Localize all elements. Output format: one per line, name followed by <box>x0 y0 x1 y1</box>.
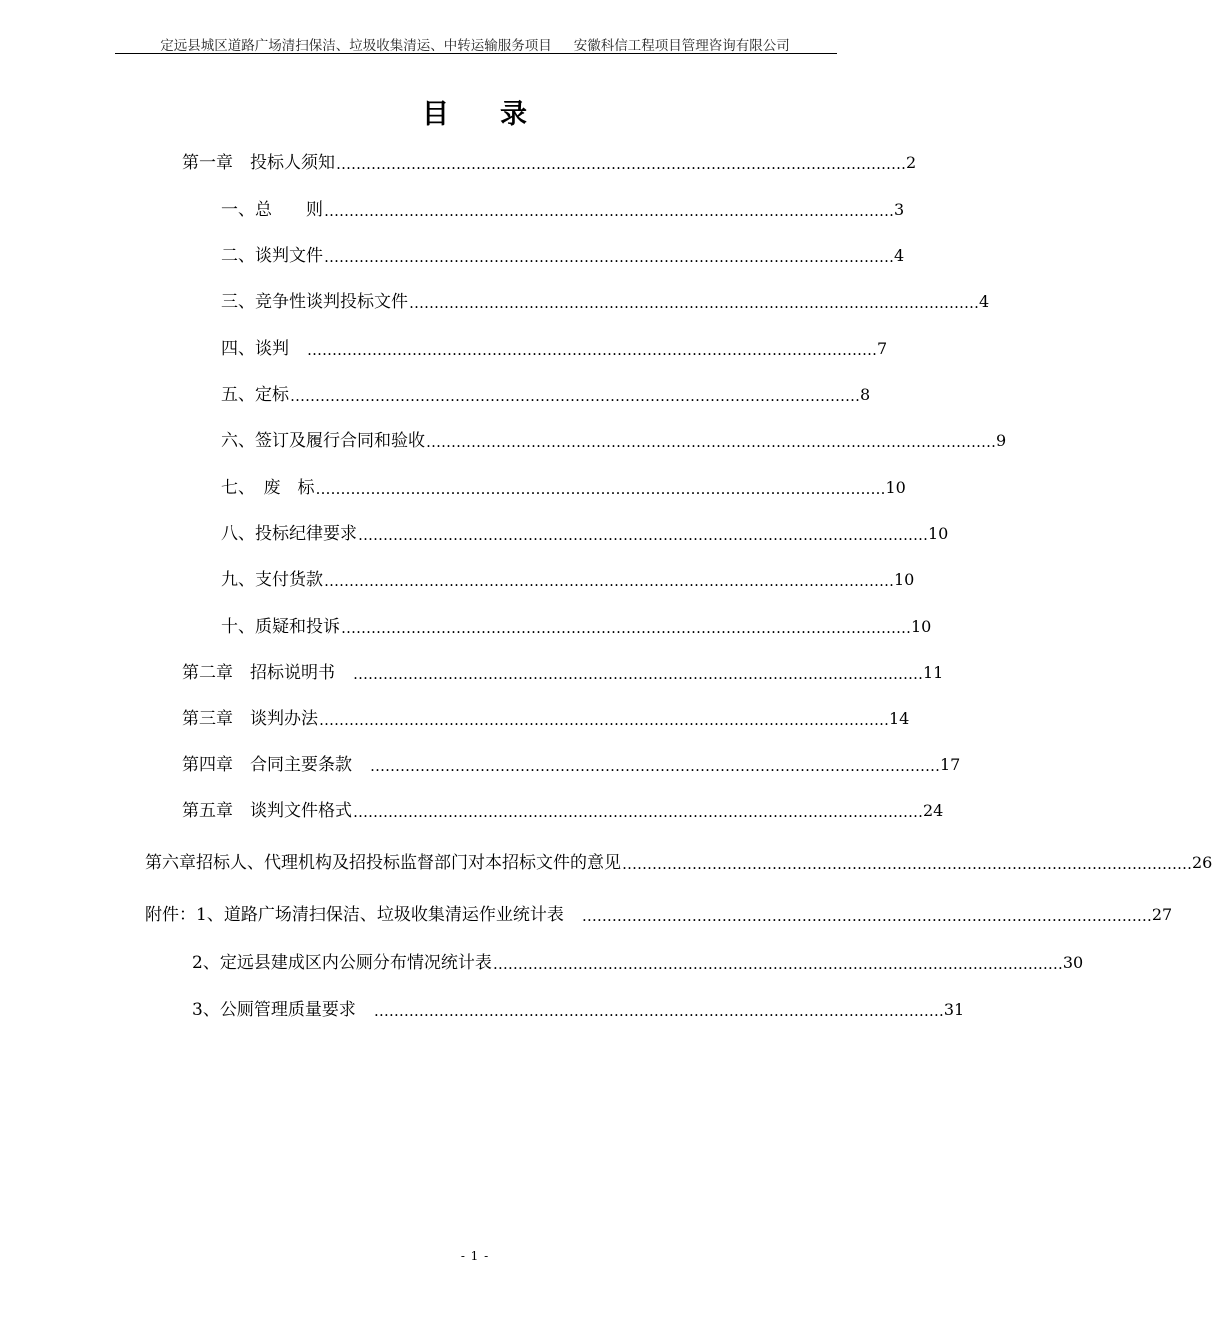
toc-leader-dots: …………………………………………………………………………………………………… <box>324 248 894 266</box>
toc-entry-label: 第一章 投标人须知 <box>182 153 335 173</box>
toc-entry-section-8[interactable] <box>221 523 949 545</box>
toc-entry-label: 第四章 合同主要条款 <box>182 755 369 775</box>
toc-leader-dots: …………………………………………………………………………………………………… <box>353 665 923 683</box>
toc-entry-chapter-6[interactable] <box>145 852 1212 874</box>
toc-entry-section-3[interactable] <box>221 291 990 313</box>
toc-entry-page: 10 <box>928 524 949 543</box>
toc-entry-label: 附件：1、道路广场清扫保洁、垃圾收集清运作业统计表 <box>145 905 581 925</box>
toc-entry-page: 17 <box>940 755 961 774</box>
toc-leader-dots: …………………………………………………………………………………………………… <box>324 202 894 220</box>
toc-entry-label: 一、总 则 <box>221 200 323 220</box>
toc-entry-label: 十、质疑和投诉 <box>221 617 340 637</box>
toc-entry-chapter-1[interactable] <box>182 152 917 174</box>
toc-entry-section-10[interactable] <box>221 616 932 638</box>
toc-leader-dots: …………………………………………………………………………………………………… <box>373 1002 944 1020</box>
toc-leader-dots: …………………………………………………………………………………………………… <box>353 803 923 821</box>
header-divider <box>115 53 837 54</box>
toc-entry-label: 2、定远县建成区内公厕分布情况统计表 <box>192 953 492 973</box>
toc-entry-page: 10 <box>894 570 915 589</box>
toc-entry-section-7[interactable] <box>221 477 906 499</box>
toc-leader-dots: …………………………………………………………………………………………………… <box>370 757 940 775</box>
page-number-footer: - 1 - <box>460 1249 490 1263</box>
toc-entry-label: 3、公厕管理质量要求 <box>192 1000 373 1020</box>
header-project-name: 定远县城区道路广场清扫保洁、垃圾收集清运、中转运输服务项目 <box>160 38 552 54</box>
toc-leader-dots: …………………………………………………………………………………………………… <box>409 294 979 312</box>
toc-entry-label: 三、竞争性谈判投标文件 <box>221 292 408 312</box>
toc-entry-appendix-3[interactable] <box>192 999 965 1021</box>
toc-entry-page: 30 <box>1062 953 1084 972</box>
toc-entry-section-5[interactable] <box>221 384 871 406</box>
toc-leader-dots: …………………………………………………………………………………………………… <box>581 907 1152 925</box>
toc-entry-page: 8 <box>860 385 871 404</box>
toc-entry-page: 3 <box>894 200 905 219</box>
toc-entry-section-9[interactable] <box>221 569 915 591</box>
toc-entry-chapter-4[interactable] <box>182 754 961 776</box>
toc-entry-chapter-3[interactable] <box>182 708 910 730</box>
toc-entry-appendix-2[interactable] <box>192 952 1084 974</box>
toc-entry-page: 11 <box>923 663 944 682</box>
toc-leader-dots: …………………………………………………………………………………………………… <box>426 433 996 451</box>
toc-entry-label: 第六章招标人、代理机构及招投标监督部门对本招标文件的意见 <box>145 853 621 873</box>
toc-entry-label: 六、签订及履行合同和验收 <box>221 431 425 451</box>
toc-entry-page: 14 <box>889 709 910 728</box>
toc-entry-page: 9 <box>996 431 1007 450</box>
toc-entry-page: 27 <box>1151 905 1173 924</box>
toc-leader-dots: …………………………………………………………………………………………………… <box>319 711 889 729</box>
toc-entry-page: 7 <box>877 339 888 358</box>
toc-entry-label: 第五章 谈判文件格式 <box>182 801 352 821</box>
toc-title <box>0 92 950 131</box>
toc-entry-label: 二、谈判文件 <box>221 246 323 266</box>
toc-entry-label: 第三章 谈判办法 <box>182 709 318 729</box>
toc-leader-dots: …………………………………………………………………………………………………… <box>336 155 906 173</box>
page-header <box>0 34 950 54</box>
toc-leader-dots: …………………………………………………………………………………………………… <box>324 572 894 590</box>
toc-entry-label: 九、支付货款 <box>221 570 323 590</box>
toc-entry-chapter-5[interactable] <box>182 800 944 822</box>
toc-entry-page: 24 <box>923 801 944 820</box>
toc-leader-dots: …………………………………………………………………………………………………… <box>315 480 886 498</box>
toc-leader-dots: …………………………………………………………………………………………………… <box>290 387 860 405</box>
toc-entry-page: 4 <box>894 246 905 265</box>
toc-entry-page: 26 <box>1192 853 1212 872</box>
toc-leader-dots: …………………………………………………………………………………………………… <box>492 955 1063 973</box>
toc-leader-dots: …………………………………………………………………………………………………… <box>341 619 911 637</box>
toc-leader-dots: …………………………………………………………………………………………………… <box>622 855 1192 873</box>
toc-leader-dots: …………………………………………………………………………………………………… <box>307 341 877 359</box>
toc-entry-page: 2 <box>906 153 917 172</box>
toc-entry-label: 八、投标纪律要求 <box>221 524 357 544</box>
toc-title-part1: 目 <box>422 99 450 130</box>
toc-entry-page: 10 <box>911 617 932 636</box>
header-company-name: 安徽科信工程项目管理咨询有限公司 <box>573 38 790 54</box>
toc-entry-label: 四、谈判 <box>221 339 306 359</box>
toc-leader-dots: …………………………………………………………………………………………………… <box>358 526 928 544</box>
toc-entry-chapter-2[interactable] <box>182 662 944 684</box>
toc-entry-page: 10 <box>885 478 906 497</box>
toc-entry-section-2[interactable] <box>221 245 905 267</box>
toc-entry-page: 31 <box>943 1000 965 1019</box>
toc-entry-label: 五、定标 <box>221 385 289 405</box>
toc-entry-label: 第二章 招标说明书 <box>182 663 352 683</box>
toc-entry-page: 4 <box>979 292 990 311</box>
toc-entry-label: 七、 废 标 <box>221 478 315 498</box>
toc-entry-section-1[interactable] <box>221 199 905 221</box>
toc-entry-appendix-1[interactable] <box>145 904 1173 926</box>
toc-entry-section-4[interactable] <box>221 338 888 360</box>
toc-title-part2: 录 <box>500 99 528 130</box>
toc-entry-section-6[interactable] <box>221 430 1007 452</box>
